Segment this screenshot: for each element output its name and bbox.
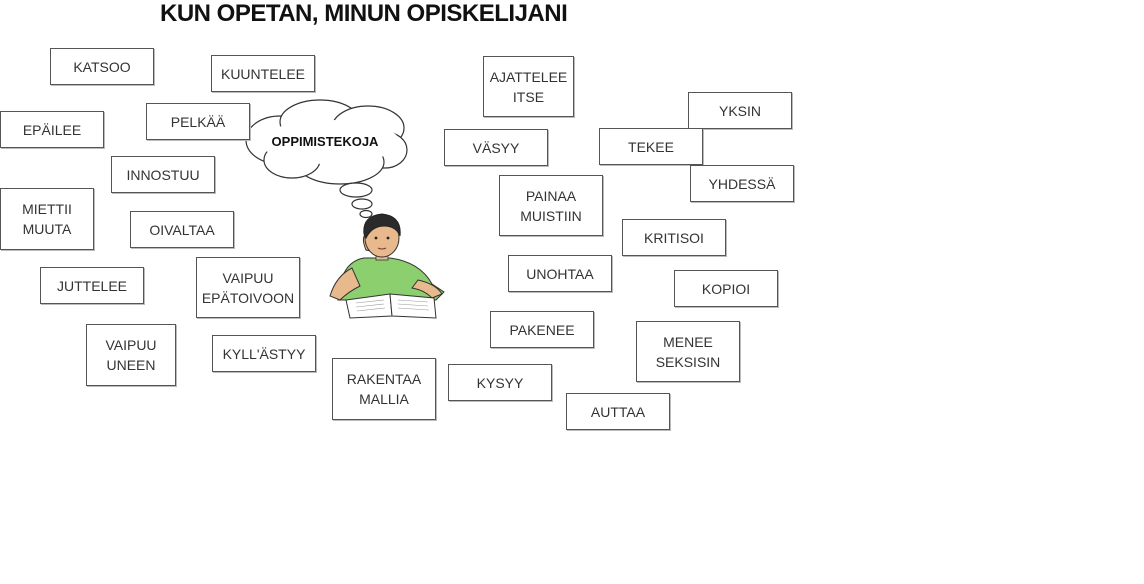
word-box-kuuntelee [211, 55, 315, 92]
word-label: AJATTELEE ITSE [489, 68, 568, 105]
word-label: YKSIN [718, 102, 761, 119]
word-box-pakenee [490, 311, 594, 348]
word-box-epailee [0, 111, 104, 148]
word-label: VAIPUU UNEEN [105, 337, 157, 373]
word-box-vaipuu-epatoivoon [196, 257, 300, 318]
word-box-ajattelee-itse [483, 56, 574, 117]
word-box-painaa-muistiin [499, 175, 603, 236]
word-label: VAIPUU EPÄTOIVOON [201, 269, 295, 306]
word-label: KOPIOI [701, 280, 751, 297]
word-label: OIVALTAA [149, 221, 215, 238]
word-label: KUUNTELEE [220, 65, 306, 82]
word-label: PELKÄÄ [170, 113, 226, 130]
word-label: PAKENEE [509, 321, 575, 338]
word-box-oivaltaa [130, 211, 234, 248]
word-box-juttelee [40, 267, 144, 304]
word-box-vaipuu-uneen [86, 324, 176, 386]
word-label: AUTTAA [590, 403, 646, 420]
word-box-kritisoi [622, 219, 726, 256]
word-label: KYLL'ÄSTYY [222, 345, 306, 362]
word-box-innostuu [111, 156, 215, 193]
word-box-auttaa [566, 393, 670, 430]
word-box-kysyy [448, 364, 552, 401]
word-label: PAINAA MUISTIIN [520, 187, 582, 224]
word-box-kyllastyy [212, 335, 316, 372]
word-box-tekee [599, 128, 703, 165]
word-label: EPÄILEE [22, 121, 82, 138]
word-box-menee-seksisin [636, 321, 740, 382]
word-box-katsoo [50, 48, 154, 85]
student-figure [330, 214, 444, 300]
word-label: KRITISOI [644, 229, 704, 246]
word-label: JUTTELEE [56, 277, 127, 294]
word-box-rakentaa-mallia [332, 358, 436, 420]
word-label: MIETTII MUUTA [22, 201, 72, 237]
word-label: RAKENTAA MALLIA [346, 371, 422, 407]
thought-cloud [246, 100, 407, 218]
thought-bubble-text: OPPIMISTEKOJA [271, 134, 379, 149]
word-box-pelkaa [146, 103, 250, 140]
word-label: TEKEE [628, 138, 674, 155]
word-label: VÄSYY [472, 139, 520, 156]
word-box-yksin [688, 92, 792, 129]
word-label: KATSOO [73, 58, 131, 75]
word-label: INNOSTUU [126, 166, 200, 183]
word-box-yhdessa [690, 165, 794, 202]
word-label: MENEE SEKSISIN [655, 333, 721, 370]
word-label: YHDESSÄ [708, 175, 776, 192]
word-box-vasyy [444, 129, 548, 166]
word-box-unohtaa [508, 255, 612, 292]
word-box-kopioi [674, 270, 778, 307]
word-label: UNOHTAA [526, 265, 594, 282]
word-label: KYSYY [476, 374, 524, 391]
page-title: KUN OPETAN, MINUN OPISKELIJANI [160, 0, 568, 27]
word-box-miettii-muuta [0, 188, 94, 250]
